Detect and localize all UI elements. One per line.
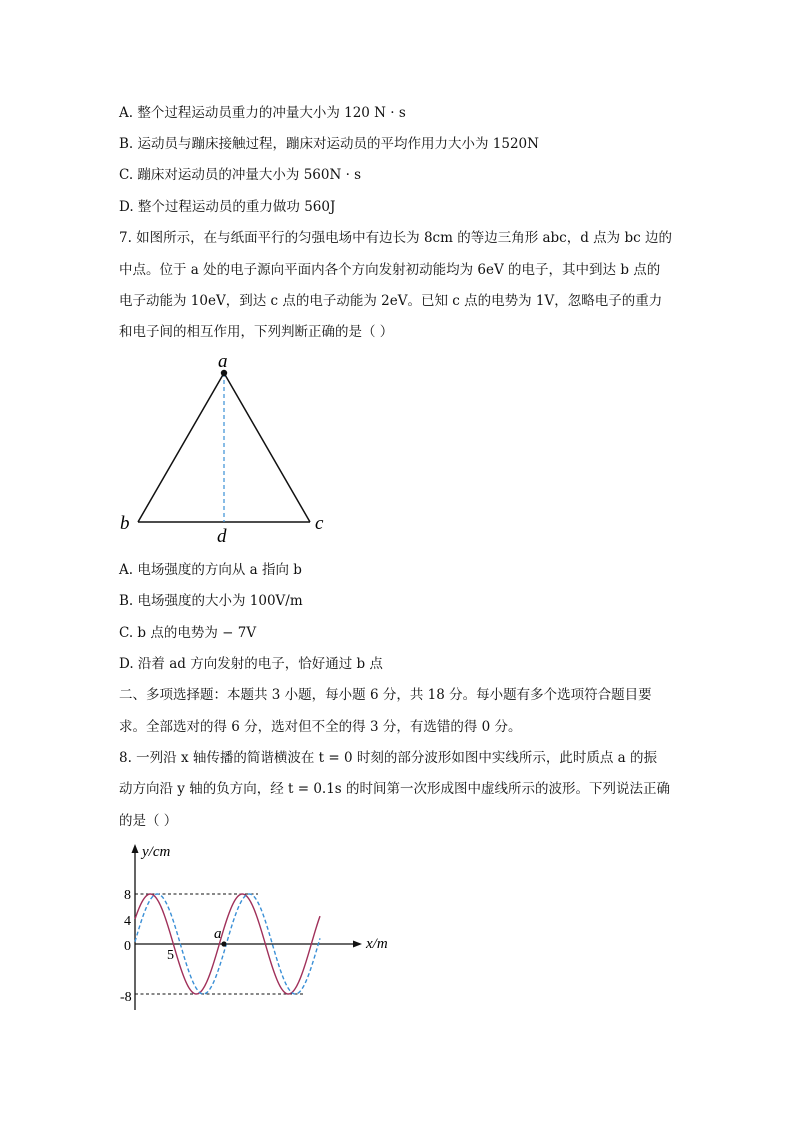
label-c: c — [315, 513, 324, 534]
triangle-side-ac — [224, 373, 310, 522]
wave-figure — [110, 838, 400, 1018]
triangle-side-ab — [138, 373, 224, 522]
q6-option-d: D. 整个过程运动员的重力做功 560J — [119, 199, 336, 215]
tick-label-8: 8 — [124, 888, 131, 903]
q7-option-d: D. 沿着 ad 方向发射的电子，恰好通过 b 点 — [119, 656, 383, 672]
section2-line1: 二、多项选择题：本题共 3 小题，每小题 6 分，共 18 分。每小题有多个选项符合题目要 — [119, 687, 652, 703]
x-axis-arrow — [353, 941, 362, 948]
tick-label-neg8: -8 — [120, 990, 132, 1005]
q7-stem-line1: 7. 如图所示，在与纸面平行的匀强电场中有边长为 8cm 的等边三角形 abc，d 点为 bc 边的 — [119, 230, 672, 246]
triangle-figure — [110, 348, 340, 548]
y-axis-arrow — [132, 844, 139, 853]
q8-stem-line2: 动方向沿 y 轴的负方向，经 t = 0.1s 的时间第一次形成图中虚线所示的波形。下列说法正确 — [119, 781, 671, 797]
q7-option-a: A. 电场强度的方向从 a 指向 b — [119, 562, 302, 578]
q8-stem-line1: 8. 一列沿 x 轴传播的简谐横波在 t = 0 时刻的部分波形如图中实线所示，此时质点 a 的振 — [119, 750, 657, 766]
tick-label-0: 0 — [124, 939, 131, 954]
q6-option-c: C. 蹦床对运动员的冲量大小为 560N · s — [119, 167, 362, 183]
tick-label-4: 4 — [124, 914, 131, 929]
q7-stem-line4: 和电子间的相互作用，下列判断正确的是（ ） — [119, 324, 394, 340]
point-a-marker — [221, 941, 226, 946]
q6-option-a: A. 整个过程运动员重力的冲量大小为 120 N · s — [119, 105, 406, 121]
q7-stem-line2: 中点。位于 a 处的电子源向平面内各个方向发射初动能均为 6eV 的电子，其中到达 b 点的 — [119, 262, 661, 278]
point-a-label: a — [214, 926, 222, 942]
label-a: a — [218, 351, 228, 372]
section2-line2: 求。全部选对的得 6 分，选对但不全的得 3 分，有选错的得 0 分。 — [119, 719, 522, 735]
q8-stem-line3: 的是（ ） — [119, 813, 178, 829]
label-d: d — [217, 526, 227, 547]
label-b: b — [120, 513, 130, 534]
tick-label-5: 5 — [167, 948, 174, 963]
q7-stem-line3: 电子动能为 10eV，到达 c 点的电子动能为 2eV。已知 c 点的电势为 1V，忽略电子的重力 — [119, 293, 663, 309]
y-axis-label: y/cm — [142, 844, 171, 860]
q7-option-c: C. b 点的电势为 − 7V — [119, 625, 257, 641]
x-axis-label: x/m — [366, 936, 388, 952]
q6-option-b: B. 运动员与蹦床接触过程，蹦床对运动员的平均作用力大小为 1520N — [119, 136, 539, 152]
q7-option-b: B. 电场强度的大小为 100V/m — [119, 593, 303, 609]
